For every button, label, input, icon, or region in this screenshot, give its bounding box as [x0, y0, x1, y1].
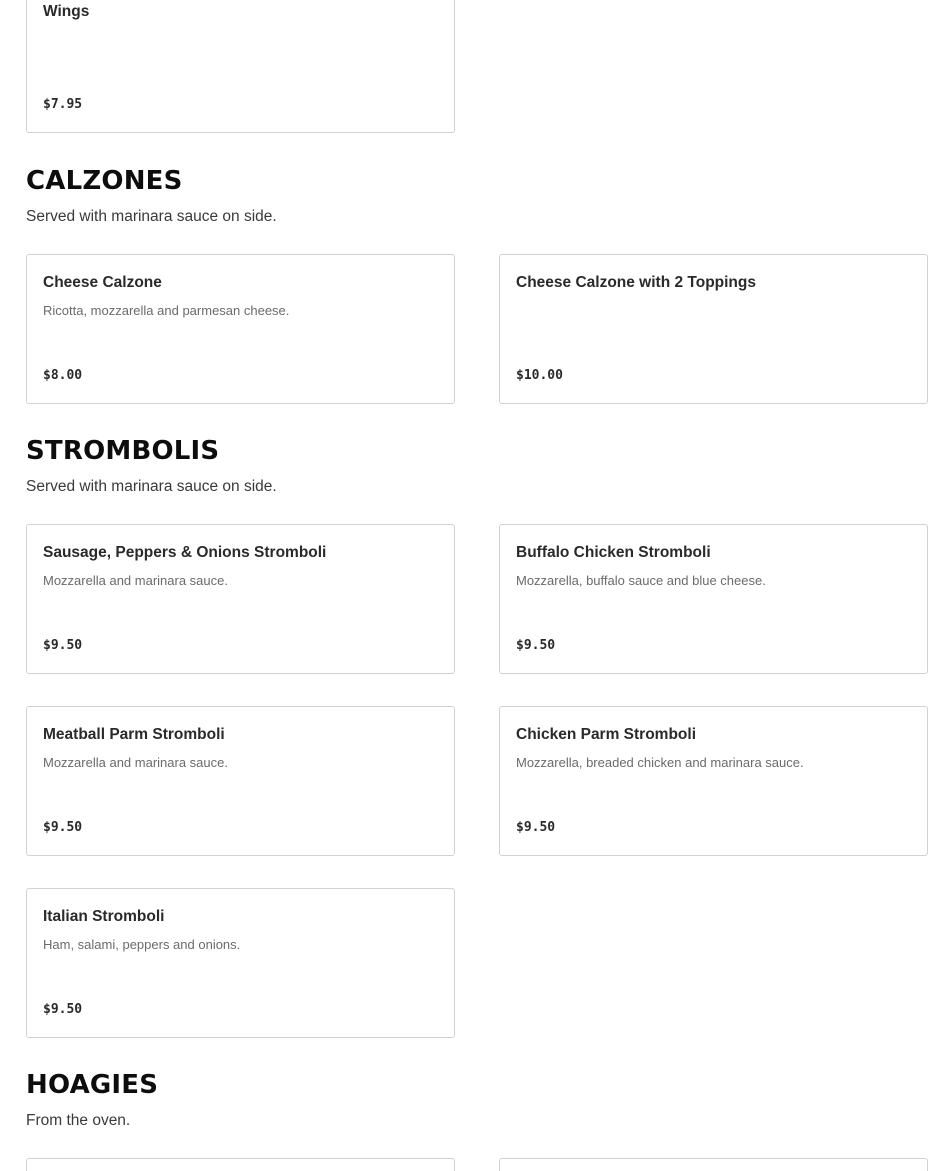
menu-item-description: Mozzarella and marinara sauce. [43, 573, 228, 588]
menu-item-price: $9.50 [43, 1002, 83, 1017]
menu-item-card-italian-stromboli[interactable] [26, 888, 455, 1038]
menu-item-description: Mozzarella, buffalo sauce and blue cheese. [516, 573, 766, 588]
menu-item-card-hoagie[interactable] [499, 1158, 928, 1171]
menu-item-name: Cheese Calzone with 2 Toppings [516, 274, 756, 291]
section-title-strombolis: STROMBOLIS [26, 436, 220, 466]
menu-item-name: Cheese Calzone [43, 274, 162, 291]
section-subtitle-calzones: Served with marinara sauce on side. [26, 208, 277, 225]
menu-item-name: Meatball Parm Stromboli [43, 726, 225, 743]
menu-item-card-cheese-calzone-2-toppings[interactable] [499, 254, 928, 404]
menu-item-name: Italian Stromboli [43, 908, 165, 925]
menu-item-name: Buffalo Chicken Stromboli [516, 544, 711, 561]
menu-item-description: Mozzarella and marinara sauce. [43, 755, 228, 770]
menu-item-price: $8.00 [43, 368, 83, 383]
menu-item-price: $9.50 [43, 638, 83, 653]
menu-item-price: $9.50 [43, 820, 83, 835]
menu-item-description: Ham, salami, peppers and onions. [43, 937, 241, 952]
menu-item-price: $10.00 [516, 368, 563, 383]
menu-item-description: Mozzarella, breaded chicken and marinara sauce. [516, 755, 804, 770]
menu-item-card-meatball-parm-stromboli[interactable] [26, 706, 455, 856]
menu-item-card-hoagie[interactable] [26, 1158, 455, 1171]
menu-item-card-wings[interactable] [26, 0, 455, 133]
menu-item-price: $7.95 [43, 97, 83, 112]
section-title-calzones: CALZONES [26, 166, 183, 196]
menu-item-card-cheese-calzone[interactable] [26, 254, 455, 404]
menu-item-name: Sausage, Peppers & Onions Stromboli [43, 544, 327, 561]
menu-item-card-chicken-parm-stromboli[interactable] [499, 706, 928, 856]
menu-item-card-buffalo-chicken-stromboli[interactable] [499, 524, 928, 674]
section-title-hoagies: HOAGIES [26, 1070, 159, 1100]
menu-item-price: $9.50 [516, 820, 556, 835]
menu-item-price: $9.50 [516, 638, 556, 653]
menu-item-card-sausage-peppers-onions-stromboli[interactable] [26, 524, 455, 674]
menu-item-description: Ricotta, mozzarella and parmesan cheese. [43, 303, 290, 318]
section-subtitle-hoagies: From the oven. [26, 1112, 131, 1129]
menu-item-name: Chicken Parm Stromboli [516, 726, 697, 743]
menu-item-name: Wings [43, 3, 90, 20]
section-subtitle-strombolis: Served with marinara sauce on side. [26, 478, 277, 495]
